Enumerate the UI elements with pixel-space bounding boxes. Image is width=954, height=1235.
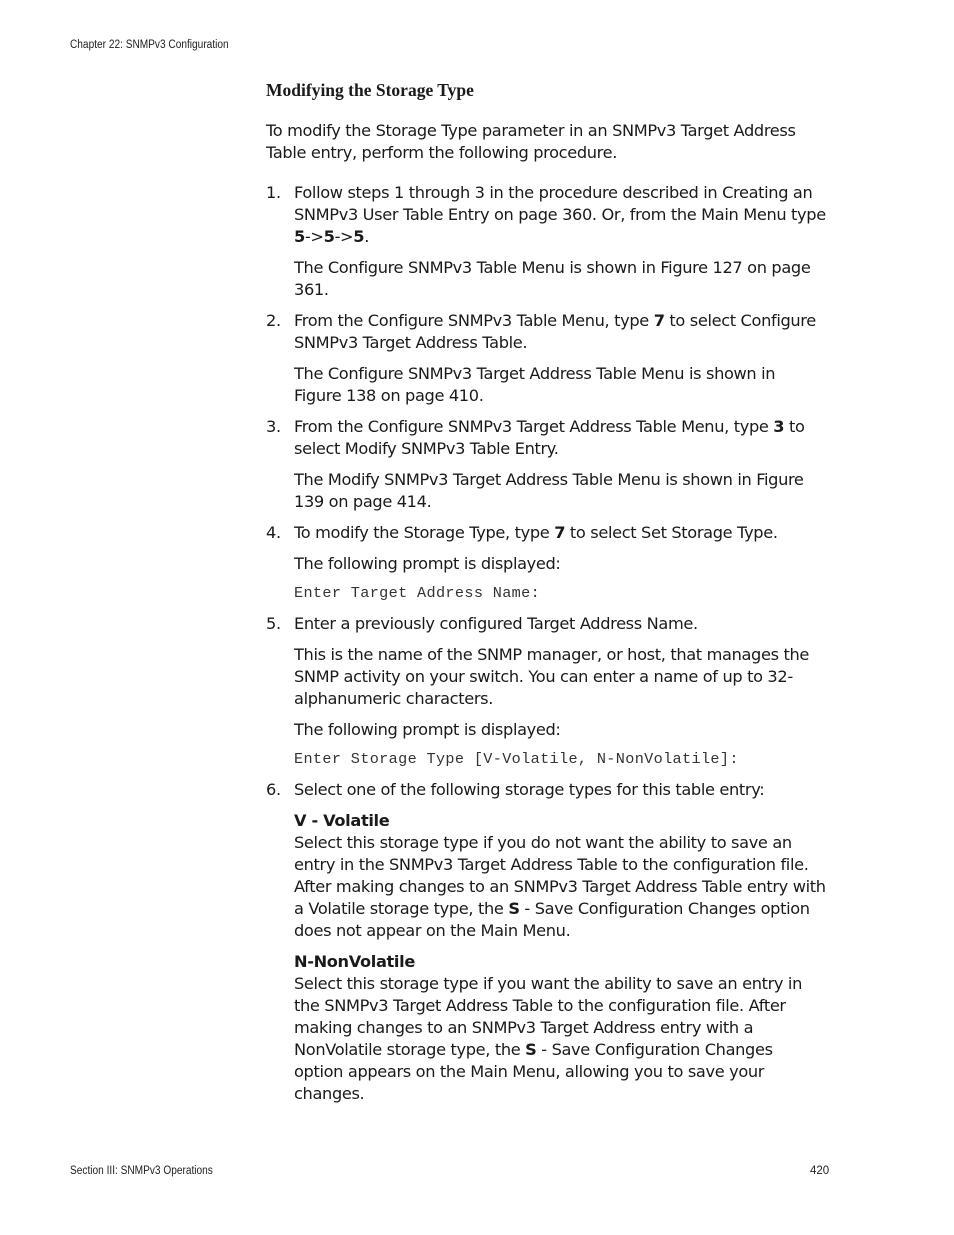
step-note: The Configure SNMPv3 Target Address Table Menu is shown in Figure 138 on page 410. [294, 364, 776, 405]
step-text: Select one of the following storage types for this table entry: [294, 780, 765, 799]
step-note: The following prompt is displayed: [294, 554, 561, 573]
menu-key: 3 [773, 417, 785, 436]
option-description: Select this storage type if you do not want the ability to save an entry in the SNMPv3 Target Address Table to the configuration file. After making changes to an SNMPv3 Target Address Table entry with a Volatile storage type, the S - Save Configuration Changes option does not appear on the Main Menu. [294, 833, 826, 940]
storage-option-volatile [294, 810, 826, 942]
step-number: 3. [266, 417, 281, 436]
step-note: This is the name of the SNMP manager, or host, that manages the SNMP activity on your switch. You can enter a name of up to 32-alphanumeric characters. [294, 645, 809, 708]
menu-key: S [525, 1040, 537, 1059]
option-description: Select this storage type if you want the ability to save an entry in the SNMPv3 Target Address Table to the configuration file. After making changes to an SNMPv3 Target Address entry with a NonVolatile storage type, the S - Save Configuration Changes option appears on the Main Menu, allowing you to save your changes. [294, 974, 802, 1103]
step-text: From the Configure SNMPv3 Table Menu, type 7 to select Configure SNMPv3 Target Address Table. [294, 311, 816, 352]
option-title: V - Volatile [294, 811, 390, 830]
step-note: The following prompt is displayed: [294, 720, 561, 739]
menu-key: 5 [294, 227, 305, 246]
page-content [266, 78, 826, 1114]
step-note: The Modify SNMPv3 Target Address Table Menu is shown in Figure 139 on page 414. [294, 470, 804, 511]
step-number: 5. [266, 614, 281, 633]
menu-key: 7 [653, 311, 665, 330]
step-5 [266, 613, 826, 770]
console-prompt: Enter Storage Type [V-Volatile, N-NonVolatile]: [294, 750, 739, 768]
step-number: 4. [266, 523, 281, 542]
console-prompt: Enter Target Address Name: [294, 584, 541, 602]
step-text: Enter a previously configured Target Address Name. [294, 614, 698, 633]
option-title: N-NonVolatile [294, 952, 415, 971]
menu-key: 5 [353, 227, 365, 246]
procedure-steps [266, 182, 826, 1105]
page-number: 420 [810, 1165, 830, 1177]
step-text: From the Configure SNMPv3 Target Address Table Menu, type 3 to select Modify SNMPv3 Table Entry. [294, 417, 805, 458]
step-note: The Configure SNMPv3 Table Menu is shown in Figure 127 on page 361. [294, 258, 811, 299]
step-6 [266, 779, 826, 1105]
step-number: 6. [266, 780, 281, 799]
step-4 [266, 522, 826, 604]
menu-key: 7 [554, 523, 566, 542]
section-title: Modifying the Storage Type [266, 80, 474, 100]
step-text: To modify the Storage Type, type 7 to select Set Storage Type. [294, 523, 778, 542]
step-1 [266, 182, 826, 301]
step-3 [266, 416, 826, 513]
step-number: 1. [266, 183, 281, 202]
step-2 [266, 310, 826, 407]
storage-option-nonvolatile [294, 951, 826, 1105]
step-number: 2. [266, 311, 281, 330]
step-text: Follow steps 1 through 3 in the procedure described in Creating an SNMPv3 User Table Entry on page 360. Or, from the Main Menu type 5->5->5. [294, 183, 826, 246]
menu-key: S [508, 899, 520, 918]
menu-key: 5 [323, 227, 335, 246]
running-footer: Section III: SNMPv3 Operations [70, 1165, 213, 1177]
intro-paragraph: To modify the Storage Type parameter in an SNMPv3 Target Address Table entry, perform the following procedure. [266, 121, 796, 162]
running-header: Chapter 22: SNMPv3 Configuration [70, 39, 229, 51]
